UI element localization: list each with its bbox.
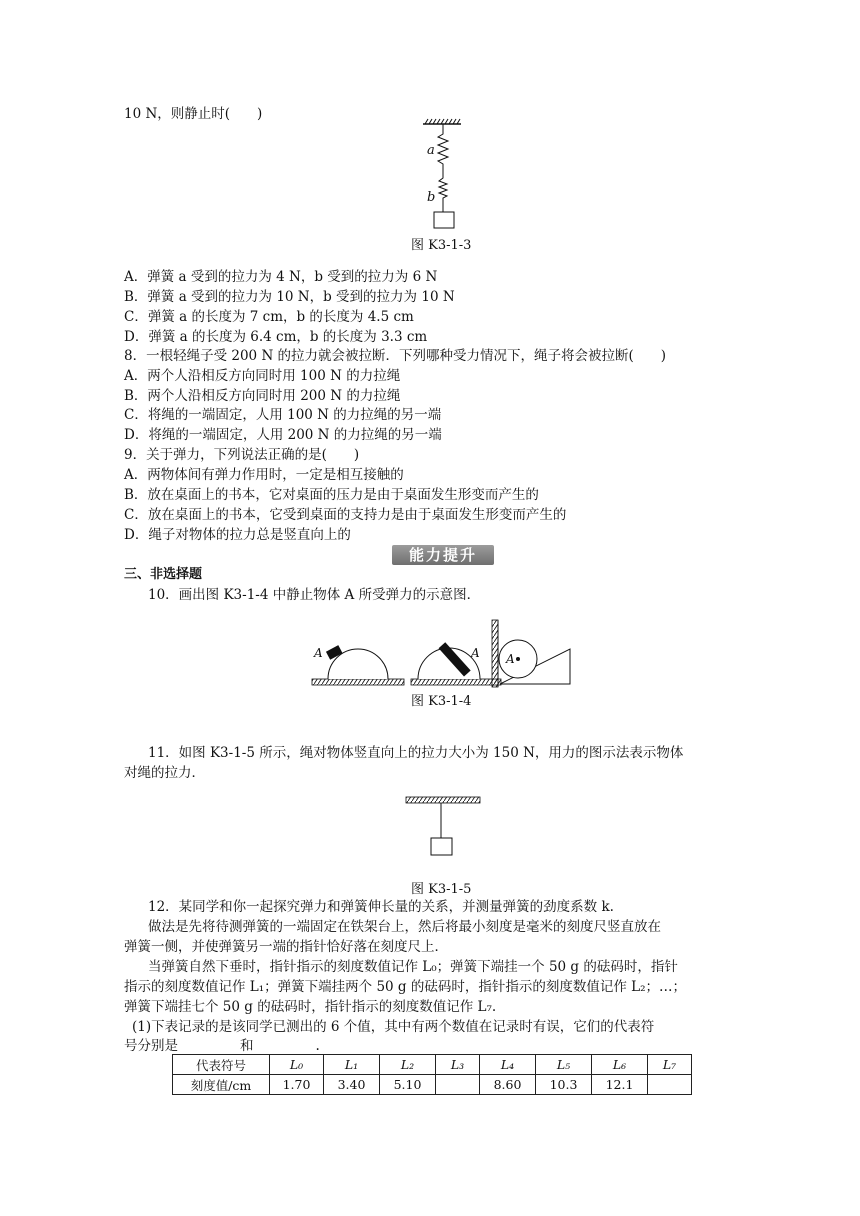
table-cell: 12.1 bbox=[592, 1075, 648, 1095]
q8-option-b: B．两个人沿相反方向同时用 200 N 的力拉绳 bbox=[124, 388, 401, 404]
q12-line3: 弹簧一侧，并使弹簧另一端的指针恰好落在刻度尺上． bbox=[124, 939, 448, 955]
q11-line2: 对绳的拉力． bbox=[124, 765, 205, 781]
figure-k3-1-3-caption: 图 K3-1-3 bbox=[411, 238, 472, 253]
table-cell: L₃ bbox=[436, 1055, 480, 1075]
table-cell: 10.3 bbox=[536, 1075, 592, 1095]
table-cell: L₀ bbox=[270, 1055, 324, 1075]
figure-k3-1-3 bbox=[415, 118, 475, 233]
q9-option-b: B．放在桌面上的书本，它对桌面的压力是由于桌面发生形变而产生的 bbox=[124, 487, 539, 503]
q9-option-a: A．两物体间有弹力作用时，一定是相互接触的 bbox=[124, 467, 404, 483]
q8-option-d: D．将绳的一端固定，人用 200 N 的力拉绳的另一端 bbox=[124, 427, 442, 443]
table-cell bbox=[648, 1075, 692, 1095]
q7-option-d: D．弹簧 a 的长度为 6.4 cm，b 的长度为 3.3 cm bbox=[124, 329, 428, 345]
table-cell: L₆ bbox=[592, 1055, 648, 1075]
q12-line8-and: 和 bbox=[240, 1038, 254, 1054]
table-cell: 5.10 bbox=[380, 1075, 436, 1095]
answer-blank-2[interactable] bbox=[254, 1040, 316, 1055]
q8-stem: 8．一根轻绳子受 200 N 的拉力就会被拉断．下列哪种受力情况下，绳子将会被拉断( ) bbox=[124, 348, 667, 364]
spring-b-label: b bbox=[427, 190, 436, 205]
table-cell bbox=[436, 1075, 480, 1095]
figure-k3-1-4-caption: 图 K3-1-4 bbox=[411, 694, 472, 709]
q7-option-c: C．弹簧 a 的长度为 7 cm，b 的长度为 4.5 cm bbox=[124, 309, 414, 325]
q11-line1: 11．如图 K3-1-5 所示，绳对物体竖直向上的拉力大小为 150 N，用力的图示法表示物体 bbox=[148, 745, 684, 761]
q12-line7: (1)下表记录的是该同学已测出的 6 个值，其中有两个数值在记录时有误，它们的代表符 bbox=[132, 1019, 655, 1035]
table-cell: 1.70 bbox=[270, 1075, 324, 1095]
table-header-row bbox=[173, 1055, 692, 1075]
table-cell: L₁ bbox=[324, 1055, 380, 1075]
table-cell: L₅ bbox=[536, 1055, 592, 1075]
q9-option-d: D．绳子对物体的拉力总是竖直向上的 bbox=[124, 527, 351, 543]
q10-stem: 10．画出图 K3-1-4 中静止物体 A 所受弹力的示意图． bbox=[148, 587, 481, 603]
spring-a-label: a bbox=[427, 143, 435, 158]
q8-option-a: A．两个人沿相反方向同时用 100 N 的力拉绳 bbox=[124, 368, 401, 384]
answer-blank-1[interactable] bbox=[178, 1040, 240, 1055]
table-cell: L₄ bbox=[480, 1055, 536, 1075]
figure-k3-1-4 bbox=[310, 618, 575, 690]
q12-line6: 弹簧下端挂七个 50 g 的砝码时，指针指示的刻度数值记作 L₇. bbox=[124, 999, 497, 1015]
figure-k3-1-5 bbox=[400, 795, 490, 865]
q12-line8-prefix: 号分别是 bbox=[124, 1038, 178, 1054]
q12-line8 bbox=[124, 1037, 320, 1055]
table-cell: 3.40 bbox=[324, 1075, 380, 1095]
measurement-table bbox=[172, 1054, 692, 1095]
q7-option-b: B．弹簧 a 受到的拉力为 10 N，b 受到的拉力为 10 N bbox=[124, 289, 455, 305]
q12-line4: 当弹簧自然下垂时，指针指示的刻度数值记作 L₀；弹簧下端挂一个 50 g 的砝码时，指针 bbox=[148, 959, 678, 975]
q12-line8-end: . bbox=[315, 1038, 320, 1054]
table-row bbox=[173, 1075, 692, 1095]
fig4-label-a-2: A bbox=[471, 646, 480, 660]
intro-line: 10 N，则静止时( ) bbox=[124, 106, 263, 122]
figure-k3-1-5-caption: 图 K3-1-5 bbox=[411, 882, 472, 897]
fig4-label-a-3: A bbox=[506, 652, 515, 666]
q9-stem: 9．关于弹力，下列说法正确的是( ) bbox=[124, 447, 360, 463]
q7-option-a: A．弹簧 a 受到的拉力为 4 N，b 受到的拉力为 6 N bbox=[124, 269, 438, 285]
table-cell: L₂ bbox=[380, 1055, 436, 1075]
table-cell: 8.60 bbox=[480, 1075, 536, 1095]
section-banner: 能力提升 bbox=[392, 545, 494, 565]
q12-line1: 12．某同学和你一起探究弹力和弹簧伸长量的关系，并测量弹簧的劲度系数 k. bbox=[148, 899, 614, 915]
table-cell: L₇ bbox=[648, 1055, 692, 1075]
q12-line2: 做法是先将待测弹簧的一端固定在铁架台上，然后将最小刻度是毫米的刻度尺竖直放在 bbox=[148, 919, 661, 935]
q9-option-c: C．放在桌面上的书本，它受到桌面的支持力是由于桌面发生形变而产生的 bbox=[124, 507, 567, 523]
fig4-label-a-1: A bbox=[314, 646, 323, 660]
q8-option-c: C．将绳的一端固定，人用 100 N 的力拉绳的另一端 bbox=[124, 407, 442, 423]
section-heading: 三、非选择题 bbox=[124, 567, 203, 582]
q12-line5: 指示的刻度数值记作 L₁；弹簧下端挂两个 50 g 的砝码时，指针指示的刻度数值记作 L₂；…； bbox=[124, 979, 687, 995]
table-cell: 代表符号 bbox=[173, 1055, 270, 1075]
table-cell: 刻度值/cm bbox=[173, 1075, 270, 1095]
